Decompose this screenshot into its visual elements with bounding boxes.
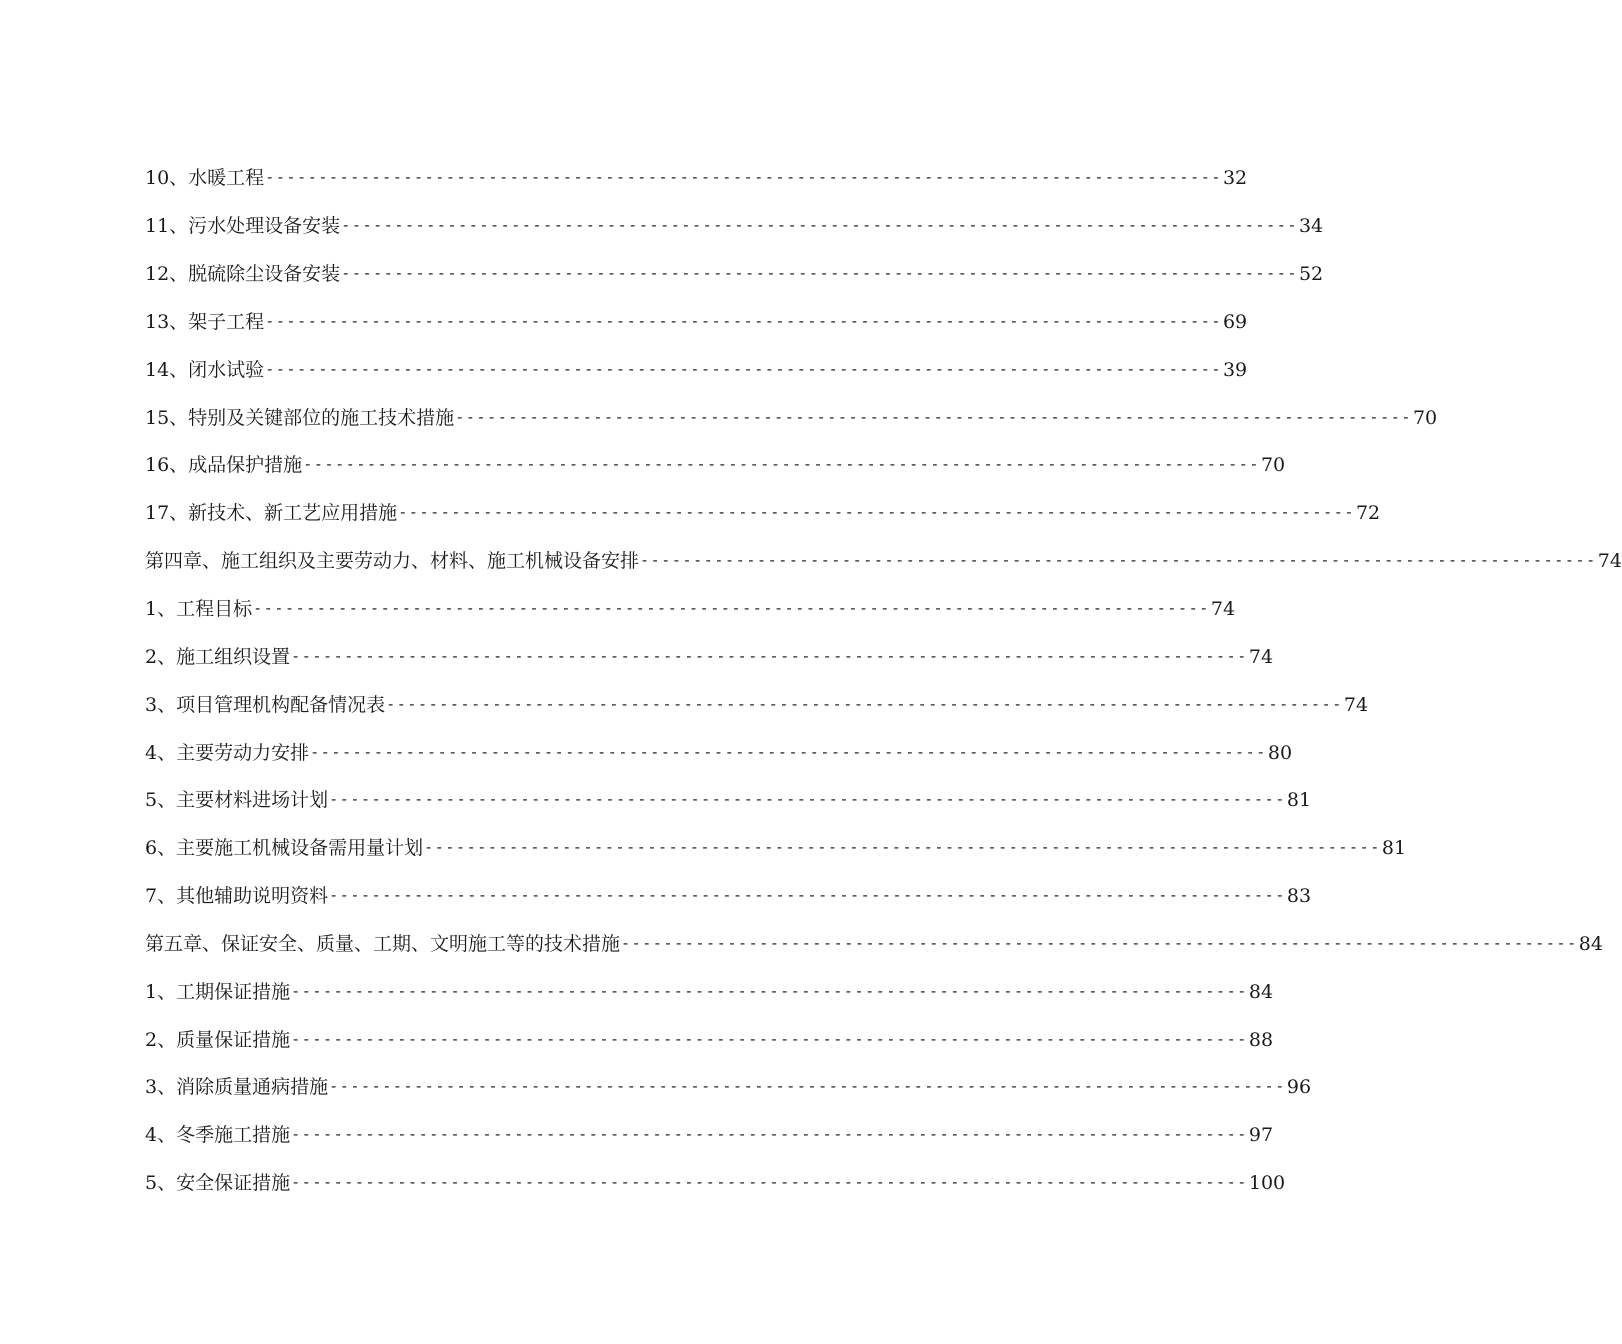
toc-entry[interactable] bbox=[145, 1064, 1312, 1112]
toc-entry-page: 69 bbox=[1222, 310, 1248, 333]
toc-leader: ------------------------------------------------------------------------------------------ bbox=[303, 455, 1260, 474]
toc-entry-page: 70 bbox=[1260, 454, 1286, 477]
toc-leader: ------------------------------------------------------------------------------------------ bbox=[253, 599, 1210, 618]
toc-leader: ------------------------------------------------------------------------------------------ bbox=[291, 1125, 1248, 1144]
toc-entry-title: 6、主要施工机械设备需用量计划 bbox=[145, 837, 424, 860]
toc-entry[interactable] bbox=[145, 1112, 1274, 1160]
toc-entry-page: 81 bbox=[1286, 789, 1312, 812]
toc-entry[interactable] bbox=[145, 586, 1236, 634]
toc-entry-page: 34 bbox=[1298, 215, 1324, 238]
toc-entry-page: 80 bbox=[1267, 741, 1293, 764]
toc-entry[interactable] bbox=[145, 203, 1324, 251]
toc-entry-title: 7、其他辅助说明资料 bbox=[145, 885, 329, 908]
toc-entry-title: 1、工期保证措施 bbox=[145, 980, 291, 1003]
toc-leader: ------------------------------------------------------------------------------------------ bbox=[329, 1077, 1286, 1096]
toc-entry[interactable] bbox=[145, 873, 1312, 921]
toc-entry-title: 4、主要劳动力安排 bbox=[145, 741, 310, 764]
toc-leader: ------------------------------------------------------------------------------------------ bbox=[621, 933, 1578, 952]
toc-entry[interactable] bbox=[145, 155, 1248, 203]
toc-leader: ------------------------------------------------------------------------------------------ bbox=[265, 168, 1222, 187]
toc-leader: ------------------------------------------------------------------------------------------ bbox=[398, 503, 1355, 522]
toc-entry-title: 第四章、施工组织及主要劳动力、材料、施工机械设备安排 bbox=[145, 550, 640, 573]
toc-leader: ------------------------------------------------------------------------------------------ bbox=[291, 646, 1248, 665]
toc-entry-title: 4、冬季施工措施 bbox=[145, 1124, 291, 1147]
toc-entry-page: 88 bbox=[1248, 1028, 1274, 1051]
toc-entry-page: 74 bbox=[1248, 645, 1274, 668]
toc-entry-title: 16、成品保护措施 bbox=[145, 454, 303, 477]
toc-entry-page: 39 bbox=[1222, 358, 1248, 381]
toc-entry[interactable] bbox=[145, 299, 1248, 347]
toc-entry-title: 11、污水处理设备安装 bbox=[145, 215, 341, 238]
toc-entry-page: 74 bbox=[1210, 598, 1236, 621]
toc-entry-page: 74 bbox=[1343, 693, 1369, 716]
toc-leader: ------------------------------------------------------------------------------------------ bbox=[310, 742, 1267, 761]
toc-entry-title: 5、安全保证措施 bbox=[145, 1172, 291, 1195]
toc-leader: ------------------------------------------------------------------------------------------ bbox=[341, 216, 1298, 235]
toc-entry-page: 52 bbox=[1298, 263, 1324, 286]
toc-entry-title: 12、脱硫除尘设备安装 bbox=[145, 263, 341, 286]
toc-leader: ------------------------------------------------------------------------------------------ bbox=[329, 790, 1286, 809]
toc-leader: ------------------------------------------------------------------------------------------ bbox=[291, 1029, 1248, 1048]
toc-entry-page: 96 bbox=[1286, 1076, 1312, 1099]
toc-entry-title: 3、项目管理机构配备情况表 bbox=[145, 693, 386, 716]
toc-entry-title: 2、质量保证措施 bbox=[145, 1028, 291, 1051]
toc-entry-page: 83 bbox=[1286, 885, 1312, 908]
toc-entry[interactable] bbox=[145, 1160, 1286, 1208]
toc-entry-title: 10、水暖工程 bbox=[145, 167, 265, 190]
toc-entry-page: 72 bbox=[1355, 502, 1381, 525]
toc-leader: ------------------------------------------------------------------------------------------ bbox=[291, 1173, 1248, 1192]
toc-leader: ------------------------------------------------------------------------------------------ bbox=[424, 838, 1381, 857]
toc-entry[interactable] bbox=[145, 442, 1286, 490]
toc-entry[interactable] bbox=[145, 968, 1274, 1016]
toc-entry[interactable] bbox=[145, 1016, 1274, 1064]
toc-entry[interactable] bbox=[145, 729, 1293, 777]
toc-entry-page: 70 bbox=[1412, 406, 1438, 429]
toc-entry-page: 100 bbox=[1248, 1172, 1286, 1195]
toc-entry-title: 13、架子工程 bbox=[145, 310, 265, 333]
toc-entry-title: 14、闭水试验 bbox=[145, 358, 265, 381]
toc-leader: ------------------------------------------------------------------------------------------ bbox=[386, 694, 1343, 713]
toc-entry-title: 5、主要材料进场计划 bbox=[145, 789, 329, 812]
toc-entry-title: 第五章、保证安全、质量、工期、文明施工等的技术措施 bbox=[145, 932, 621, 955]
toc-leader: ------------------------------------------------------------------------------------------ bbox=[329, 886, 1286, 905]
toc-entry-page: 97 bbox=[1248, 1124, 1274, 1147]
toc-leader: ------------------------------------------------------------------------------------------ bbox=[265, 311, 1222, 330]
table-of-contents bbox=[145, 155, 1622, 1208]
toc-entry-page: 84 bbox=[1578, 932, 1603, 955]
toc-entry[interactable] bbox=[145, 777, 1312, 825]
toc-chapter-entry[interactable] bbox=[145, 538, 1622, 586]
toc-entry-title: 1、工程目标 bbox=[145, 598, 253, 621]
toc-entry[interactable] bbox=[145, 490, 1381, 538]
toc-entry[interactable] bbox=[145, 681, 1369, 729]
toc-entry[interactable] bbox=[145, 394, 1438, 442]
toc-entry-title: 17、新技术、新工艺应用措施 bbox=[145, 502, 398, 525]
toc-leader: ------------------------------------------------------------------------------------------ bbox=[265, 359, 1222, 378]
toc-leader: ------------------------------------------------------------------------------------------ bbox=[455, 407, 1412, 426]
toc-chapter-entry[interactable] bbox=[145, 921, 1603, 969]
toc-leader: ------------------------------------------------------------------------------------------ bbox=[291, 981, 1248, 1000]
toc-entry[interactable] bbox=[145, 825, 1407, 873]
toc-entry-title: 3、消除质量通病措施 bbox=[145, 1076, 329, 1099]
toc-entry[interactable] bbox=[145, 346, 1248, 394]
toc-leader: ------------------------------------------------------------------------------------------ bbox=[341, 264, 1298, 283]
toc-entry-title: 15、特别及关键部位的施工技术措施 bbox=[145, 406, 455, 429]
toc-entry-page: 32 bbox=[1222, 167, 1248, 190]
toc-entry-page: 84 bbox=[1248, 980, 1274, 1003]
toc-entry-title: 2、施工组织设置 bbox=[145, 645, 291, 668]
toc-leader: ------------------------------------------------------------------------------------------ bbox=[640, 551, 1597, 570]
toc-entry-page: 81 bbox=[1381, 837, 1407, 860]
toc-entry-page: 74 bbox=[1597, 550, 1622, 573]
toc-entry[interactable] bbox=[145, 251, 1324, 299]
toc-entry[interactable] bbox=[145, 633, 1274, 681]
